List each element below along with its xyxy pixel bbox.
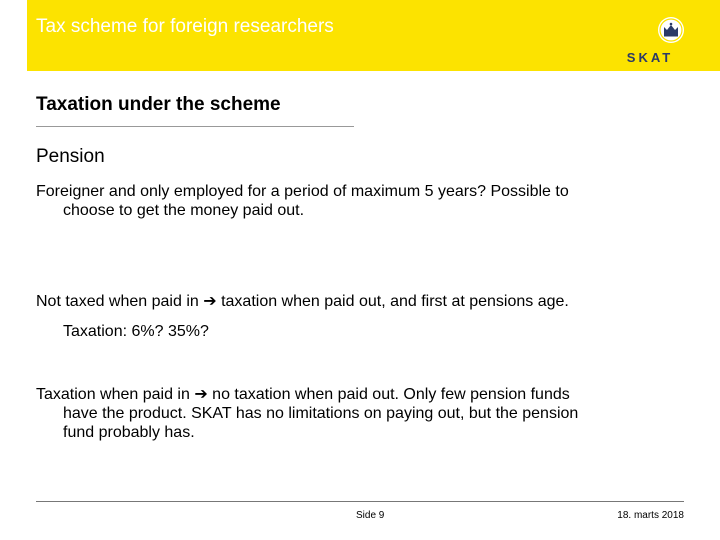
paragraph-taxation-paid-in [36,385,676,442]
header-title: Tax scheme for foreign researchers [36,16,334,37]
title-underline [36,126,354,127]
arrow-right-icon: ➔ [203,293,217,310]
section-heading: Pension [36,146,105,167]
footer-rule [36,501,684,502]
para1-line1: Foreigner and only employed for a period of maximum 5 years? Possible to [36,183,569,200]
para2-pre: Not taxed when paid in [36,293,204,310]
paragraph-not-taxed [36,292,676,311]
para3-line3: fund probably has. [63,424,195,441]
para3-line1-post: no taxation when paid out. Only few pension funds [207,386,570,403]
para2-post: taxation when paid out, and first at pensions age. [216,293,569,310]
para3-pre: Taxation when paid in [36,386,195,403]
arrow-right-icon: ➔ [194,386,208,403]
footer-date: 18. marts 2018 [617,510,684,521]
logo-text: SKAT [626,50,674,65]
para1-line2: choose to get the money paid out. [63,202,305,219]
paragraph-foreigner [36,182,676,220]
taxation-rates: Taxation: 6%? 35%? [63,323,209,340]
slide-title: Taxation under the scheme [36,94,281,115]
page-number: Side 9 [356,510,385,521]
crown-emblem-icon [658,17,684,43]
para3-line2: have the product. SKAT has no limitations on paying out, but the pension [63,405,579,422]
skat-logo [614,14,686,66]
